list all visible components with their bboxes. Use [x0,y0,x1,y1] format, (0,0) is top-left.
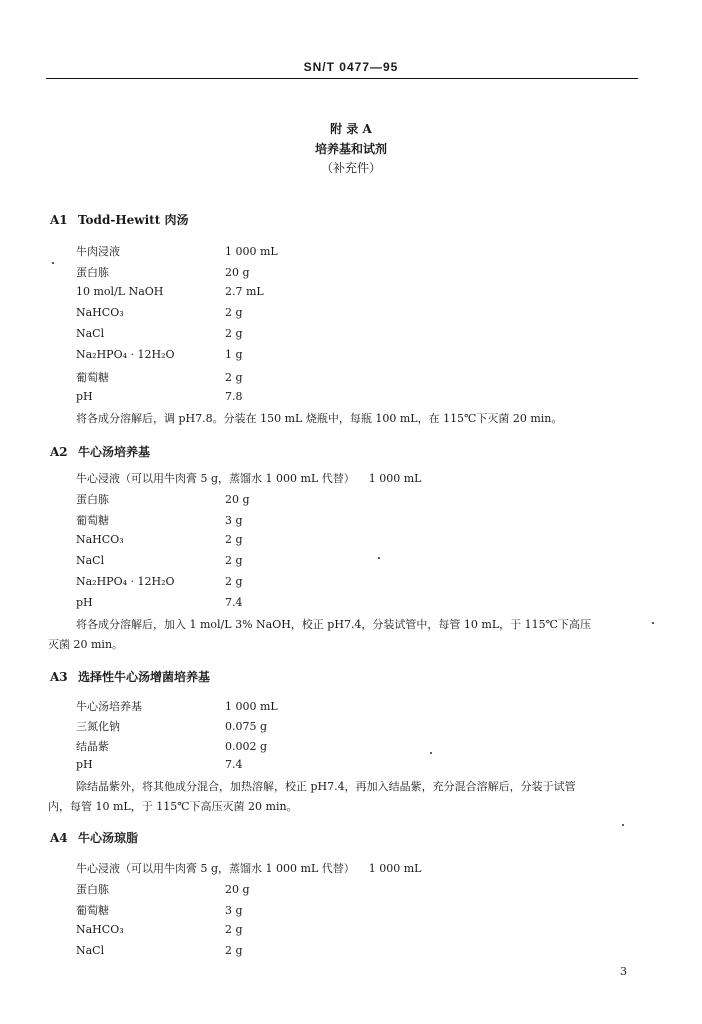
ingredient-amount: 2 g [225,306,243,319]
ingredient-amount: 7.8 [225,390,243,403]
ingredient-amount: 1 000 mL [368,862,422,875]
ingredient-name: NaCl [76,327,105,340]
ingredient-row [76,512,243,528]
ingredient-row [76,306,243,319]
ingredient-amount: 2 g [225,371,243,384]
section-number: A1 [50,213,68,227]
section-heading: 牛心汤琼脂 [78,831,139,845]
ingredient-amount: 2.7 mL [225,285,264,298]
ingredient-row [76,718,267,734]
standard-number-header: SN/T 0477—95 [303,60,399,74]
ingredient-name: 三氮化钠 [76,720,120,733]
section-title-a3 [50,668,210,685]
ingredient-row [76,470,421,486]
ingredient-name: NaCl [76,944,105,957]
ingredient-name: pH [76,390,93,403]
section-number: A2 [50,445,68,459]
ingredient-row [76,285,264,298]
header-rule [46,78,638,79]
ingredient-name: 葡萄糖 [76,904,109,917]
section-title-a4 [50,829,138,846]
ingredient-name: 牛心浸液（可以用牛肉膏 5 g，蒸馏水 1 000 mL 代替） [76,862,355,875]
ingredient-name: 蛋白胨 [76,493,109,506]
ingredient-row [76,698,278,714]
procedure-text: 将各成分溶解后，调 pH7.8。分装在 150 mL 烧瓶中，每瓶 100 mL，在 115℃下灭菌 20 min。 [76,412,563,425]
ingredient-amount: 2 g [225,327,243,340]
ingredient-row [76,860,421,876]
scan-speck [622,824,624,826]
ingredient-row [76,944,243,957]
ingredient-name: pH [76,758,93,771]
ingredient-name: 牛肉浸液 [76,245,120,258]
ingredient-row [76,348,243,361]
ingredient-amount: 7.4 [225,758,243,771]
ingredient-name: NaHCO₃ [76,306,124,319]
ingredient-amount: 2 g [225,944,243,957]
ingredient-amount: 2 g [225,923,243,936]
ingredient-row [76,533,243,546]
ingredient-name: 牛心浸液（可以用牛肉膏 5 g，蒸馏水 1 000 mL 代替） [76,472,355,485]
section-number: A4 [50,831,68,845]
section-number: A3 [50,670,68,684]
section-heading: Todd-Hewitt 肉汤 [78,213,189,227]
ingredient-row [76,881,250,897]
ingredient-name: NaHCO₃ [76,533,124,546]
appendix-title: 培养基和试剂 [314,142,387,156]
ingredient-name: 葡萄糖 [76,514,109,527]
appendix-note: （补充件） [320,161,381,175]
section-title-a2 [50,443,150,460]
ingredient-row [76,243,278,259]
ingredient-row [76,369,243,385]
procedure-text: 将各成分溶解后，加入 1 mol/L 3% NaOH，校正 pH7.4，分装试管中，每管 10 mL，于 115℃下高压 [76,618,591,631]
ingredient-row [76,554,243,567]
ingredient-name: Na₂HPO₄ · 12H₂O [76,575,175,588]
ingredient-name: 10 mol/L NaOH [76,285,164,298]
ingredient-amount: 2 g [225,575,243,588]
scan-speck [378,557,380,559]
ingredient-name: 牛心汤培养基 [76,700,142,713]
ingredient-amount: 1 g [225,348,243,361]
scan-speck [52,262,54,264]
ingredient-name: 葡萄糖 [76,371,109,384]
ingredient-amount: 2 g [225,554,243,567]
ingredient-amount: 3 g [225,904,243,917]
ingredient-row [76,575,243,588]
ingredient-row [76,758,243,771]
ingredient-name: Na₂HPO₄ · 12H₂O [76,348,175,361]
ingredient-amount: 20 g [225,266,250,279]
ingredient-amount: 1 000 mL [368,472,422,485]
ingredient-row [76,264,250,280]
scan-speck [652,622,654,624]
page-number: 3 [620,965,627,978]
procedure-text-continued: 内，每管 10 mL，于 115℃下高压灭菌 20 min。 [48,800,298,813]
ingredient-amount: 1 000 mL [225,700,278,713]
ingredient-amount: 0.002 g [225,740,268,753]
scan-speck [430,752,432,754]
ingredient-name: 结晶紫 [76,740,109,753]
ingredient-amount: 20 g [225,883,250,896]
section-title-a1 [50,211,188,228]
ingredient-amount: 3 g [225,514,243,527]
ingredient-amount: 1 000 mL [225,245,278,258]
ingredient-row [76,596,243,609]
ingredient-amount: 20 g [225,493,250,506]
ingredient-name: NaHCO₃ [76,923,124,936]
ingredient-row [76,491,250,507]
ingredient-name: NaCl [76,554,105,567]
section-heading: 选择性牛心汤增菌培养基 [78,670,211,684]
appendix-label: 附 录 A [330,122,372,136]
ingredient-row [76,738,267,754]
ingredient-name: pH [76,596,93,609]
ingredient-name: 蛋白胨 [76,883,109,896]
ingredient-row [76,923,243,936]
ingredient-row [76,902,243,918]
ingredient-name: 蛋白胨 [76,266,109,279]
ingredient-amount: 7.4 [225,596,243,609]
procedure-text-continued: 灭菌 20 min。 [48,638,124,651]
ingredient-amount: 0.075 g [225,720,268,733]
ingredient-row [76,390,243,403]
ingredient-amount: 2 g [225,533,243,546]
section-heading: 牛心汤培养基 [78,445,151,459]
procedure-text: 除结晶紫外，将其他成分混合，加热溶解，校正 pH7.4，再加入结晶紫，充分混合溶解后，分装于试管 [76,780,576,793]
ingredient-row [76,327,243,340]
